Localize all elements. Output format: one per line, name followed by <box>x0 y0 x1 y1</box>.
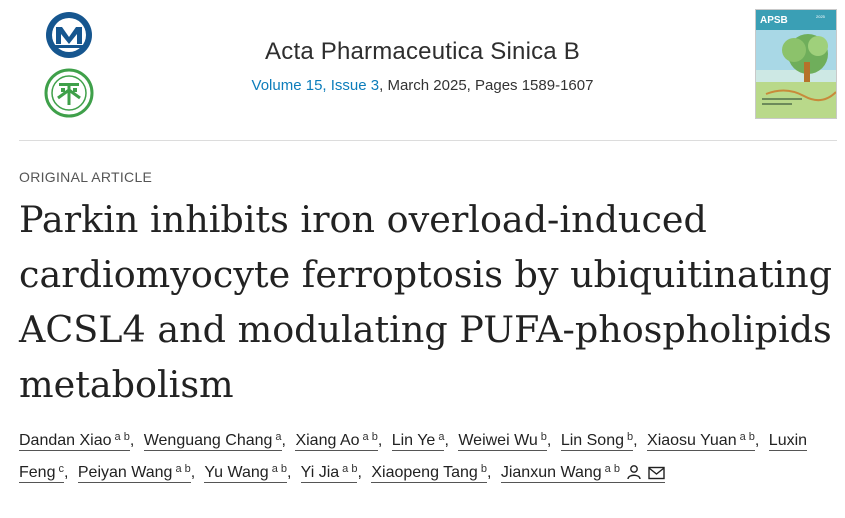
author-affiliation: a b <box>739 431 755 443</box>
author-name: Lin Song <box>560 432 624 449</box>
author-name: Yu Wang <box>204 464 269 481</box>
author-affiliation: a b <box>271 463 287 475</box>
author-affiliation: c <box>58 463 64 475</box>
author-affiliation: a <box>275 431 282 443</box>
author-link[interactable] <box>501 464 665 483</box>
author-separator: , <box>287 464 292 481</box>
author-name: Luxin Feng <box>19 432 808 481</box>
author-link[interactable] <box>392 432 445 451</box>
author-affiliation: a b <box>342 463 358 475</box>
author-separator: , <box>63 464 69 481</box>
journal-cover[interactable] <box>755 9 837 119</box>
author-affiliation: a b <box>175 463 191 475</box>
author-affiliation: a b <box>362 431 378 443</box>
author-link[interactable] <box>19 432 130 451</box>
author-link[interactable] <box>144 432 282 451</box>
author-affiliation: b <box>627 431 634 443</box>
author-link[interactable] <box>204 464 287 483</box>
author-name: Peiyan Wang <box>77 464 173 481</box>
author-name: Wenguang Chang <box>143 432 273 449</box>
volume-issue-link[interactable]: Volume 15, Issue 3 <box>251 77 380 94</box>
author-name: Dandan Xiao <box>19 432 112 449</box>
author-separator: , <box>546 432 552 449</box>
author-name: Lin Ye <box>391 432 436 449</box>
author-name: Jianxun Wang <box>500 464 602 481</box>
author-separator: , <box>357 464 362 481</box>
cover-year: 2025 <box>816 14 825 19</box>
author-link[interactable] <box>561 432 633 451</box>
author-affiliation: b <box>540 431 547 443</box>
author-list <box>19 423 839 487</box>
envelope-icon[interactable] <box>648 466 665 480</box>
author-separator: , <box>486 464 492 481</box>
author-name: Weiwei Wu <box>458 432 538 449</box>
cover-image <box>756 10 836 118</box>
author-name: Yi Jia <box>300 464 340 481</box>
author-separator: , <box>754 432 760 449</box>
header-divider <box>19 140 837 141</box>
author-name: Xiaopeng Tang <box>371 464 478 481</box>
article-type-label: ORIGINAL ARTICLE <box>19 169 153 185</box>
cover-label: APSB <box>760 15 788 26</box>
author-affiliation: a b <box>604 463 620 475</box>
author-affiliation: a <box>438 431 445 443</box>
author-separator: , <box>377 432 383 449</box>
author-link[interactable] <box>301 464 358 483</box>
article-title: Parkin inhibits iron overload-induced cardiomyocyte ferroptosis by ubiquitinating ACSL4 and modulating PUFA-phospholipids metabolism <box>19 198 833 406</box>
author-separator: , <box>129 432 135 449</box>
author-affiliation: b <box>480 463 487 475</box>
author-link[interactable] <box>78 464 191 483</box>
author-name: Xiaosu Yuan <box>647 432 737 449</box>
date-pages: , March 2025, Pages 1589-1607 <box>379 77 594 94</box>
author-link[interactable] <box>371 464 487 483</box>
author-link[interactable] <box>458 432 547 451</box>
person-icon[interactable] <box>626 464 642 480</box>
author-link[interactable] <box>295 432 377 451</box>
author-link[interactable] <box>647 432 755 451</box>
author-affiliation: a b <box>114 431 130 443</box>
journal-title[interactable]: Acta Pharmaceutica Sinica B <box>265 38 580 65</box>
author-name: Xiang Ao <box>295 432 360 449</box>
author-separator: , <box>190 464 196 481</box>
journal-issue-info <box>0 77 845 94</box>
author-separator: , <box>633 432 638 449</box>
author-separator: , <box>281 432 286 449</box>
author-separator: , <box>444 432 449 449</box>
